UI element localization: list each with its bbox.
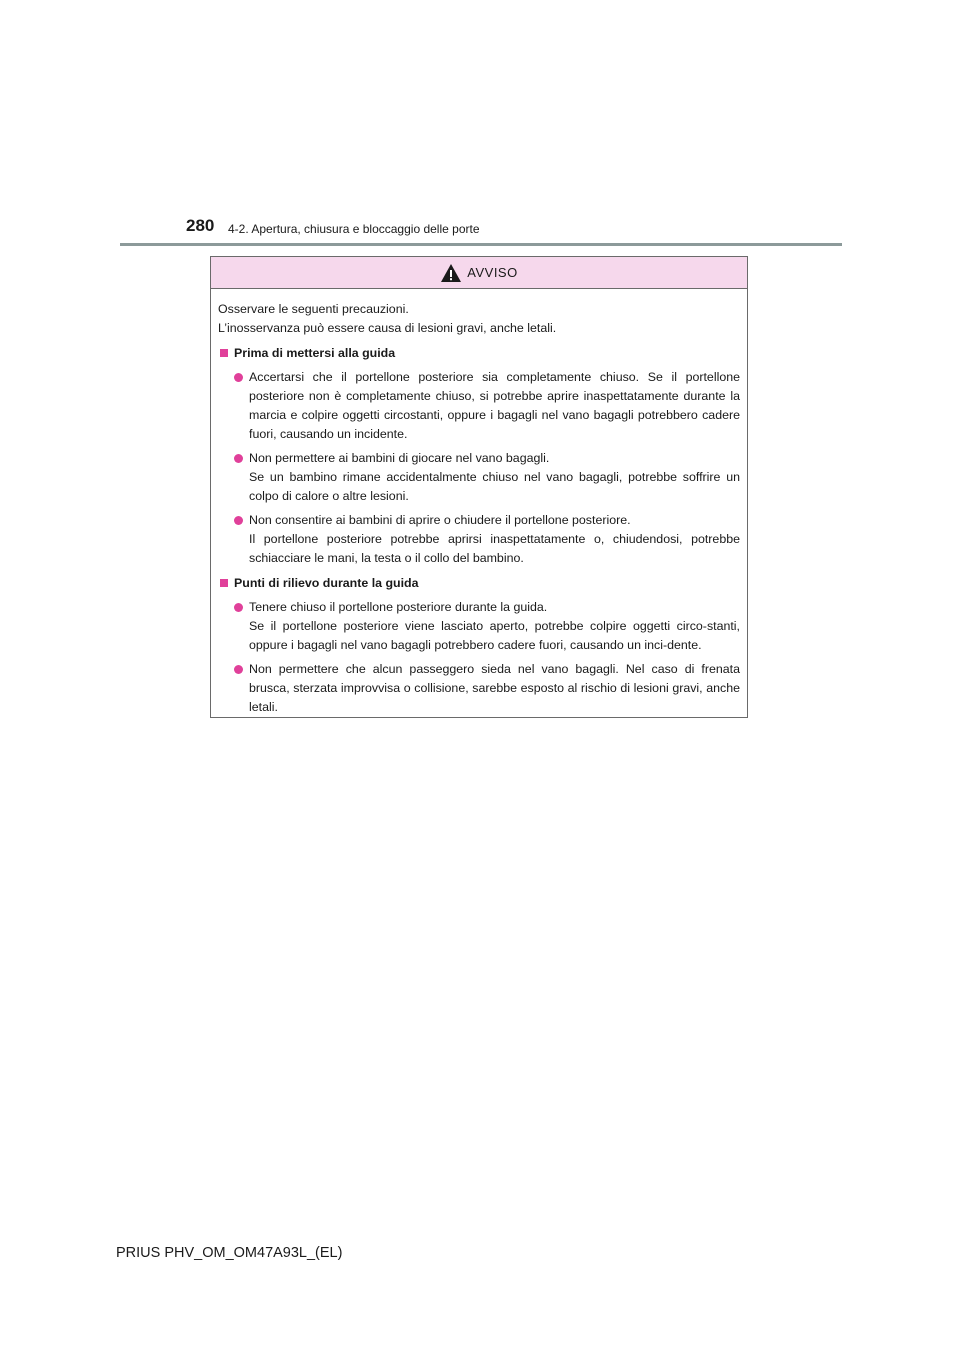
section-before-driving (218, 344, 740, 568)
intro-line: Osservare le seguenti precauzioni. (218, 302, 409, 316)
intro-line: L’inosservanza può essere causa di lesioni gravi, anche letali. (218, 321, 557, 335)
list-item (218, 511, 740, 568)
list-item-line: Accertarsi che il portellone posteriore sia completamente chiuso. Se il portellone posteriore non è completamente chiuso, si potrebbe aprire inaspettatamente durante la marcia e colpire oggetti circostanti, oppure i bagagli nel vano bagagli potrebbero cadere fuori, causando un incidente. (249, 370, 740, 441)
round-bullet-icon (234, 454, 243, 463)
section-heading-text: Prima di mettersi alla guida (234, 346, 396, 360)
list-item-line: Non permettere che alcun passeggero sieda nel vano bagagli. Nel caso di frenata brusca, sterzata improvvisa o collisione, sarebbe esposto al rischio di lesioni gravi, anche letali. (249, 662, 740, 714)
list-item (218, 660, 740, 717)
document-code: PRIUS PHV_OM_OM47A93L_(EL) (116, 1245, 343, 1261)
warning-title: AVVISO (467, 265, 518, 280)
list-item-line: Il portellone posteriore potrebbe aprirsi inaspettatamente o, chiudendosi, potrebbe schiacciare le mani, la testa o il collo del bambino. (249, 532, 740, 565)
list-item-text (249, 449, 740, 506)
list-item-line: Se il portellone posteriore viene lasciato aperto, potrebbe colpire oggetti circo-stanti, oppure i bagagli nel vano bagagli potrebbero cadere fuori, causando un inci-dente. (249, 619, 740, 652)
section-heading-text: Punti di rilievo durante la guida (234, 576, 419, 590)
list-item-line: Se un bambino rimane accidentalmente chiuso nel vano bagagli, potrebbe soffrire un colpo di calore o altre lesioni. (249, 470, 740, 503)
list-item-text (249, 511, 740, 568)
section-title: 4-2. Apertura, chiusura e bloccaggio delle porte (228, 222, 480, 236)
warning-box (210, 256, 748, 718)
list-item-text (249, 368, 740, 444)
list-item (218, 449, 740, 506)
list-item-line: Tenere chiuso il portellone posteriore durante la guida. (249, 600, 548, 614)
list-item (218, 598, 740, 655)
list-item-line: Non permettere ai bambini di giocare nel vano bagagli. (249, 451, 550, 465)
section-heading (218, 574, 740, 593)
warning-intro (218, 300, 740, 338)
warning-triangle-icon (440, 263, 462, 283)
round-bullet-icon (234, 516, 243, 525)
square-bullet-icon (220, 349, 228, 357)
list-item (218, 368, 740, 444)
section-heading (218, 344, 740, 363)
round-bullet-icon (234, 665, 243, 674)
list-item-text (249, 598, 740, 655)
header-rule (120, 243, 842, 246)
warning-body (211, 289, 747, 717)
round-bullet-icon (234, 603, 243, 612)
list-item-text (249, 660, 740, 717)
square-bullet-icon (220, 579, 228, 587)
section-while-driving (218, 574, 740, 717)
page-number: 280 (186, 216, 215, 235)
warning-header (211, 257, 747, 289)
round-bullet-icon (234, 373, 243, 382)
list-item-line: Non consentire ai bambini di aprire o chiudere il portellone posteriore. (249, 513, 631, 527)
